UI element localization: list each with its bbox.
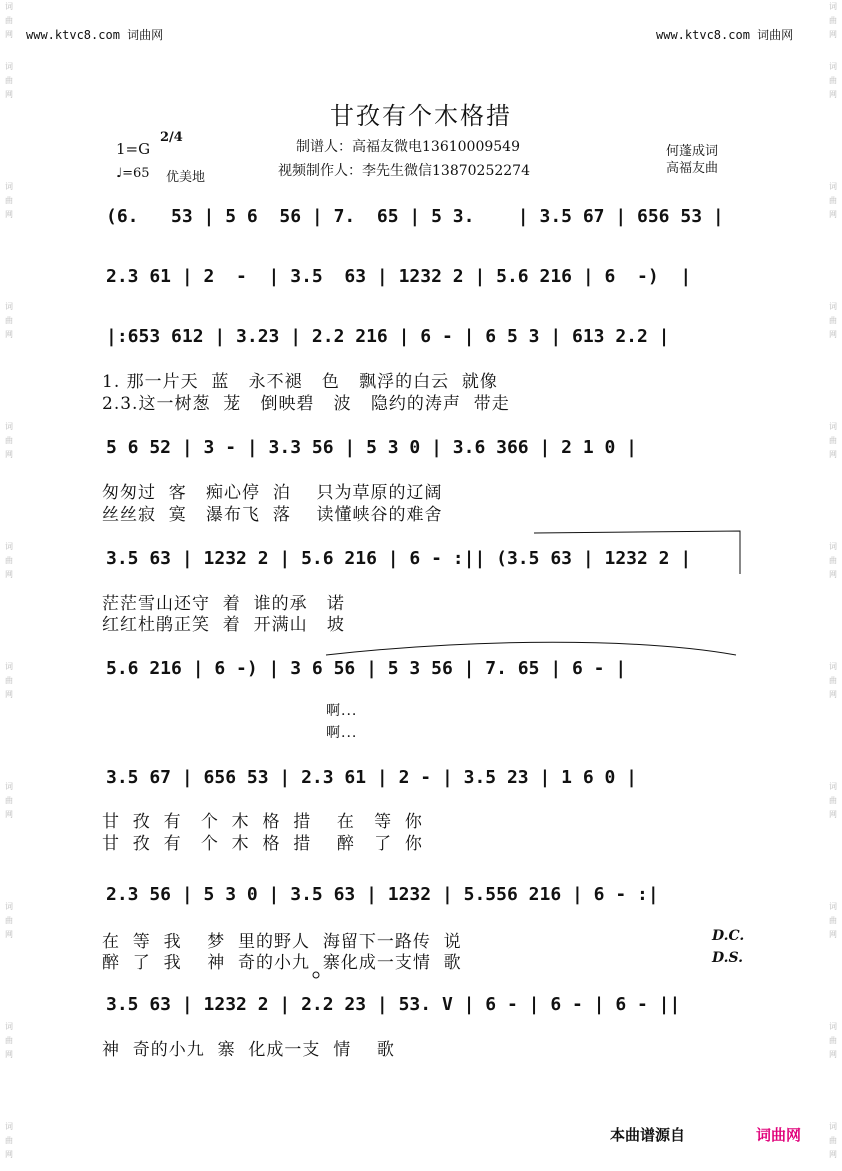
ds-mark: D.S. [712,950,744,966]
watermark-left: 词曲网 [5,782,13,819]
score-row-3: |:653 612 | 3.23 | 2.2 216 | 6 - | 6 5 3 | 613 2.2 | [106,326,670,347]
site-link-left[interactable]: www.ktvc8.com 词曲网 [26,28,164,42]
watermark-right: 词曲网 [829,2,837,39]
source-label: 本曲谱源自 [610,1126,686,1144]
watermark-right: 词曲网 [829,422,837,459]
watermark-right: 词曲网 [829,662,837,699]
lyric-line: 匆匆过 客 痴心停 泊 只为草原的辽阔 [102,483,443,503]
score-row-5: 3.5 63 | 1232 2 | 5.6 216 | 6 - :|| (3.5 63 | 1232 2 | [106,548,692,569]
watermark-right: 词曲网 [829,182,837,219]
watermark-right: 词曲网 [829,1122,837,1159]
lyricist-credit: 何蓬成词 [666,144,719,159]
score-row-1: (6. 53 | 5 6 56 | 7. 65 | 5 3. | 3.5 67 | 656 53 | [106,206,724,227]
watermark-right: 词曲网 [829,902,837,939]
score-row-7: 3.5 67 | 656 53 | 2.3 61 | 2 - | 3.5 23 | 1 6 0 | [106,767,638,788]
score-row-4: 5 6 52 | 3 - | 3.3 56 | 5 3 0 | 3.6 366 | 2 1 0 | [106,437,638,458]
score-row-8: 2.3 56 | 5 3 0 | 3.5 63 | 1232 | 5.556 216 | 6 - :| [106,884,659,905]
score-row-2: 2.3 61 | 2 - | 3.5 63 | 1232 2 | 5.6 216 | 6 -) | [106,266,692,287]
score-row-9: 3.5 63 | 1232 2 | 2.2 23 | 53. V | 6 - | 6 - | 6 - || [106,994,681,1015]
dc-mark: D.C. [712,928,745,944]
score-row-6: 5.6 216 | 6 -) | 3 6 56 | 5 3 56 | 7. 65 | 6 - | [106,658,627,679]
lyric-line: 甘 孜 有 个 木 格 措 在 等 你 [102,812,423,832]
lyric-line: 甘 孜 有 个 木 格 措 醉 了 你 [102,834,423,854]
watermark-right: 词曲网 [829,62,837,99]
lyric-line: 啊... [326,703,358,719]
watermark-left: 词曲网 [5,662,13,699]
watermark-right: 词曲网 [829,302,837,339]
watermark-left: 词曲网 [5,422,13,459]
watermark-left: 词曲网 [5,902,13,939]
site-link-right[interactable]: www.ktvc8.com 词曲网 [656,28,794,42]
watermark-right: 词曲网 [829,1022,837,1059]
composer-credit: 高福友曲 [666,161,719,176]
key-signature: 1=G [116,140,151,158]
watermark-left: 词曲网 [5,542,13,579]
video-producer-credit: 视频制作人：李先生微信13870252274 [278,163,530,179]
watermark-left: 词曲网 [5,302,13,339]
lyric-line: 啊... [326,725,358,741]
watermark-left: 词曲网 [5,1122,13,1159]
watermark-right: 词曲网 [829,542,837,579]
lyric-line: 红红杜鹃正笑 着 开满山 坡 [102,615,345,635]
source-site-link[interactable]: 词曲网 [756,1126,802,1144]
lyric-line: 神 奇的小九 寨 化成一支 情 歌 [102,1040,395,1060]
style-mark: 优美地 [166,170,206,185]
producer-credit: 制谱人：高福友微电13610009549 [296,139,520,155]
song-title: 甘孜有个木格措 [330,102,512,130]
tempo-mark: ♩=65 [116,166,150,181]
time-signature: 2/4 [160,130,183,145]
lyric-line: 茫茫雪山还守 着 谁的承 诺 [102,594,345,614]
watermark-left: 词曲网 [5,2,13,39]
lyric-line: 醉 了 我 神 奇的小九 寨化成一支情 歌 [102,953,462,973]
lyric-line: 2.3.这一树葱 茏 倒映碧 波 隐约的涛声 带走 [102,394,510,414]
watermark-left: 词曲网 [5,1022,13,1059]
watermark-left: 词曲网 [5,182,13,219]
lyric-line: 1. 那一片天 蓝 永不褪 色 飘浮的白云 就像 [102,372,498,392]
watermark-left: 词曲网 [5,62,13,99]
lyric-line: 丝丝寂 寞 瀑布飞 落 读懂峡谷的难舍 [102,505,443,525]
lyric-line: 在 等 我 梦 里的野人 海留下一路传 说 [102,932,462,952]
watermark-right: 词曲网 [829,782,837,819]
